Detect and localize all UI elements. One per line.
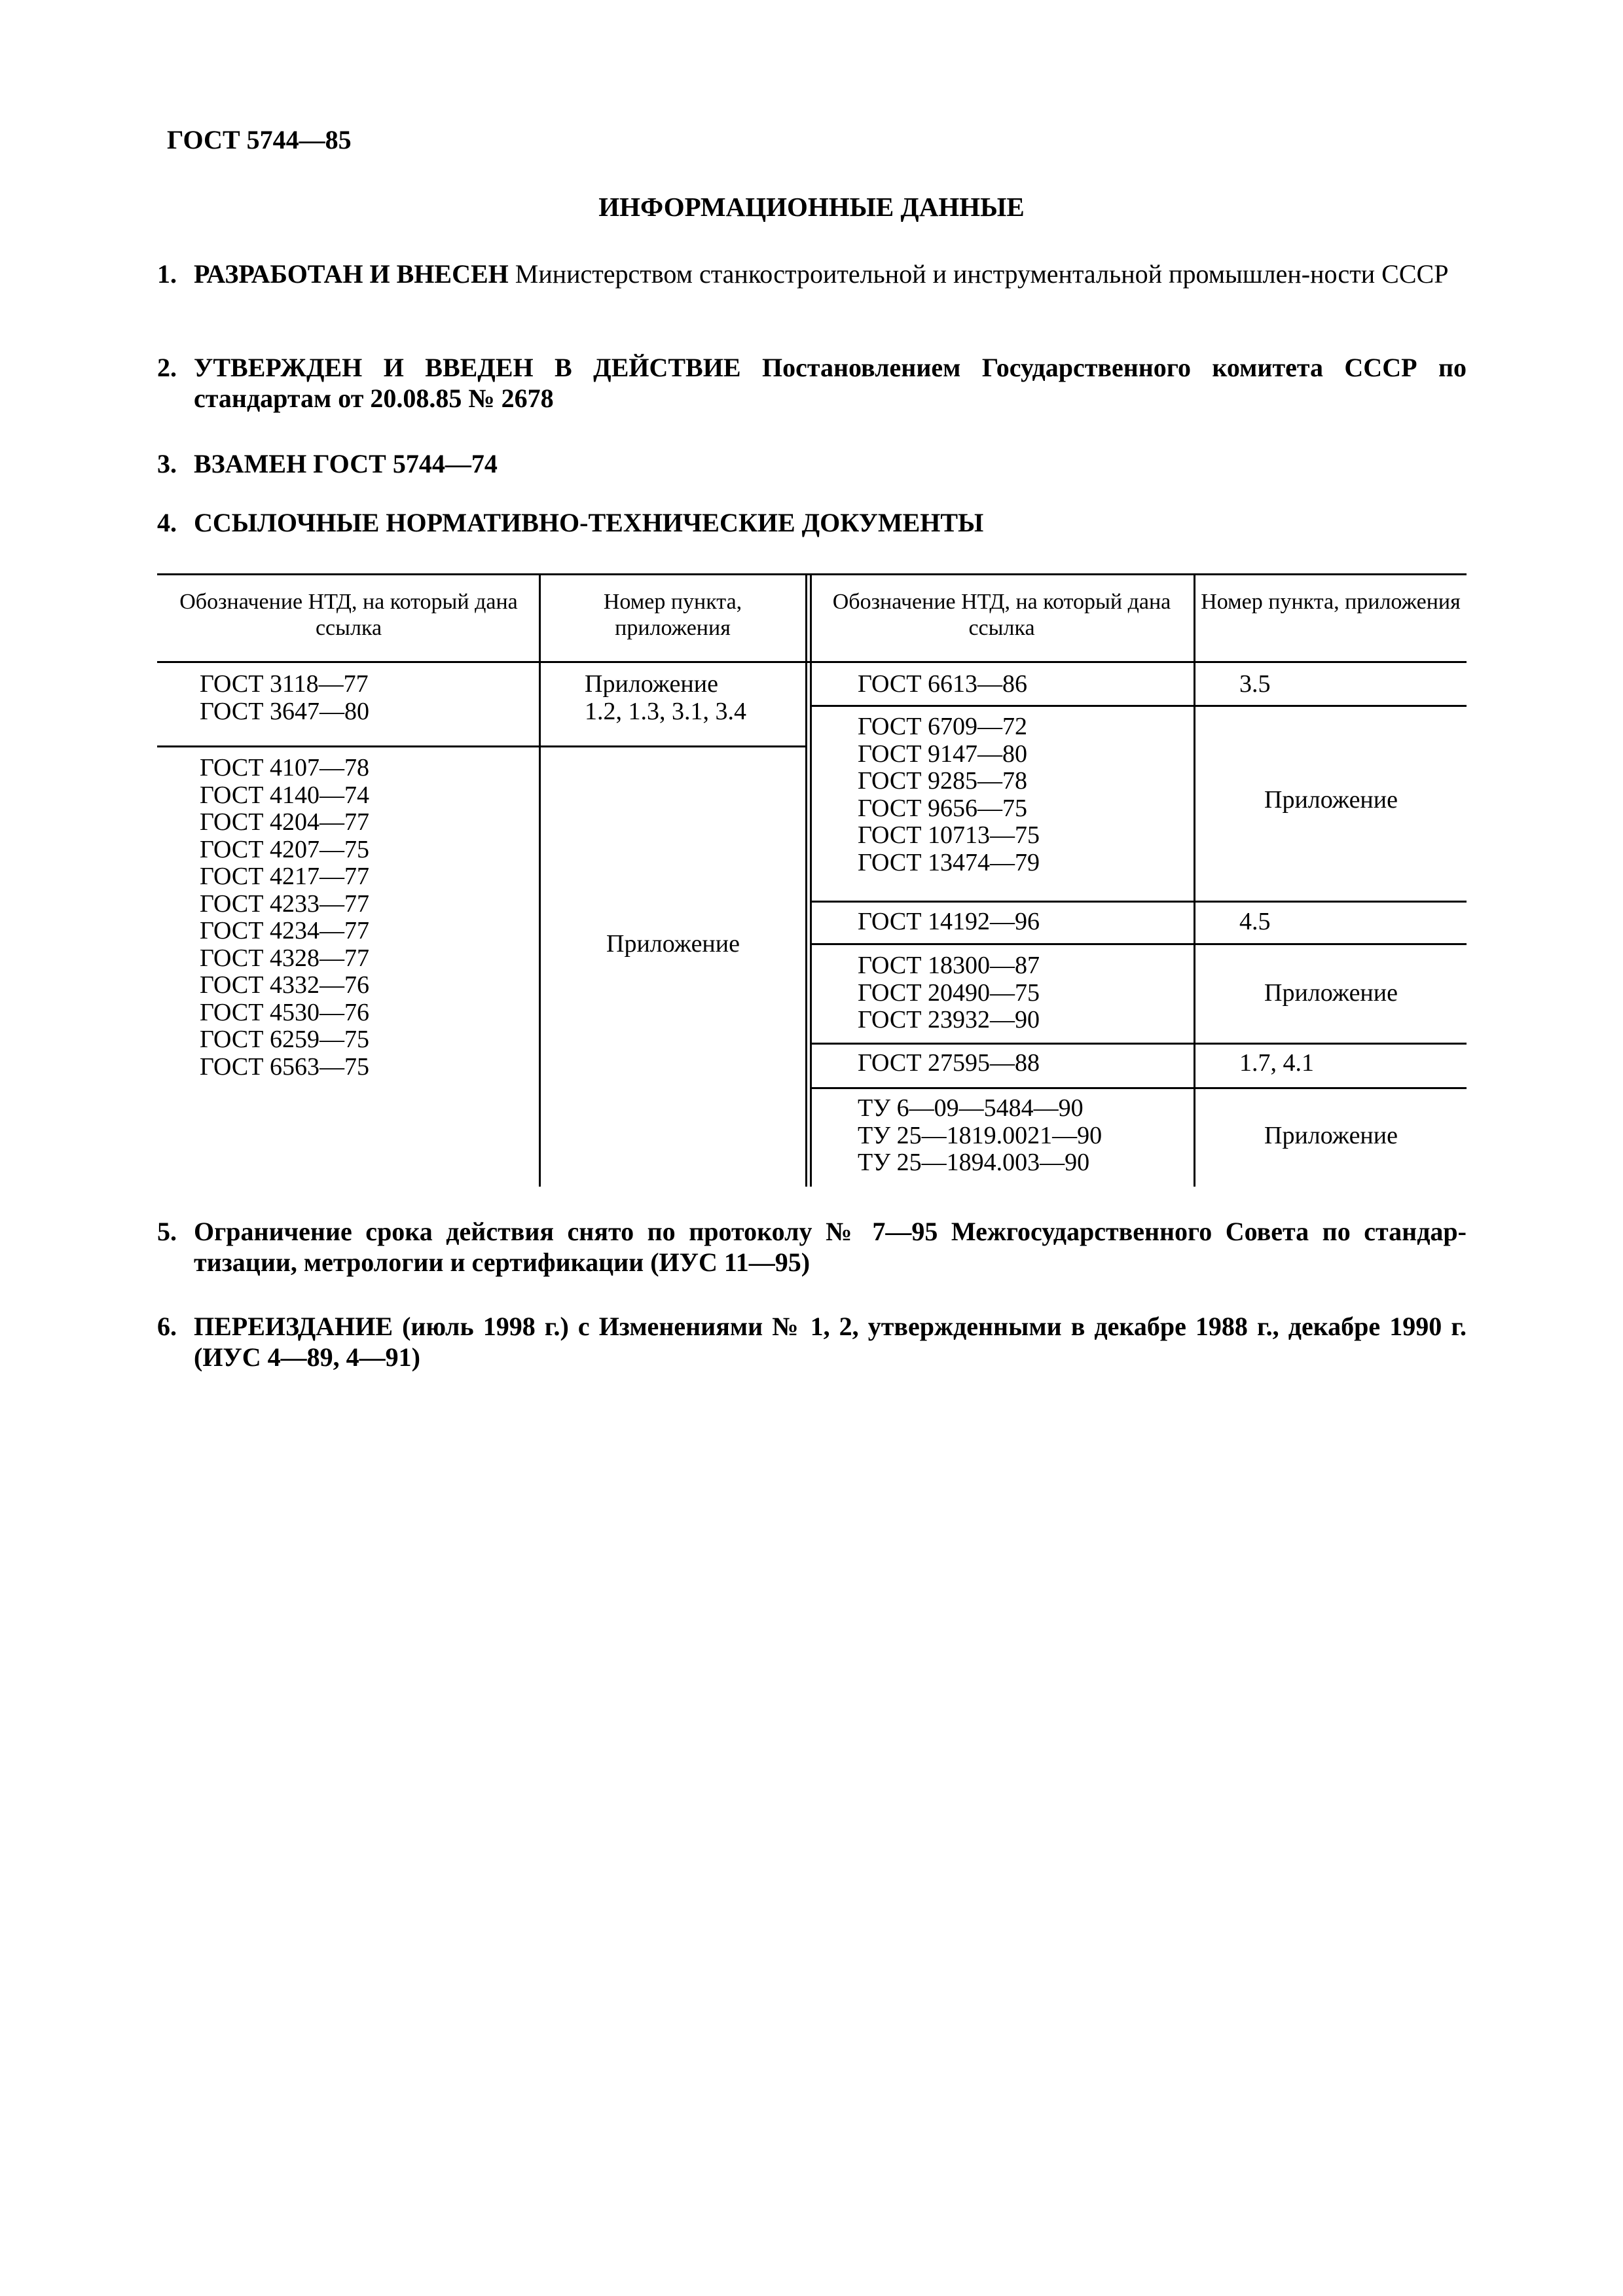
row-rule <box>812 943 1467 945</box>
table-cell: ГОСТ 20490—75 <box>858 978 1040 1007</box>
table-cell: ТУ 25—1894.003—90 <box>858 1149 1090 1176</box>
info-item-3 <box>157 448 1467 479</box>
column-divider <box>1194 573 1195 1187</box>
header-left-designation: Обозначение НТД, на который дана ссылка <box>179 590 518 640</box>
table-cell: ГОСТ 4233—77 <box>200 889 369 918</box>
table-cell: 1.7, 4.1 <box>1239 1049 1314 1077</box>
item-bold-text: ВЗАМЕН ГОСТ 5744—74 <box>194 449 498 478</box>
table-cell: ГОСТ 9285—78 <box>858 767 1027 795</box>
item-bold-text: РАЗРАБОТАН И ВНЕСЕН <box>194 259 509 289</box>
right-group-4-docs <box>858 952 1040 1034</box>
item-number: 5. <box>157 1217 177 1246</box>
table-cell: ГОСТ 13474—79 <box>858 848 1040 876</box>
table-cell: ГОСТ 4234—77 <box>200 917 369 944</box>
table-cell: ГОСТ 14192—96 <box>858 908 1040 935</box>
table-cell: ГОСТ 10713—75 <box>858 821 1040 849</box>
table-cell: ГОСТ 23932—90 <box>858 1006 1040 1033</box>
table-cell: ГОСТ 6613—86 <box>858 670 1027 698</box>
table-cell: Приложение <box>606 930 740 958</box>
table-cell: Приложение <box>585 670 718 698</box>
item-text: Постановлением Государственного комитета СССР по стандартам от 20.08.85 № 2678 <box>194 353 1467 413</box>
item-bold-text: Ограничение срока действия снято по протоколу № 7—95 Межгосударственного Совета по стандар-тизации, метрологии и сертификации (ИУС 11—95) <box>194 1217 1467 1277</box>
header-left-clause: Номер пункта, приложения <box>603 590 742 640</box>
table-cell: ГОСТ 4217—77 <box>200 863 369 890</box>
table-cell: ГОСТ 4332—76 <box>200 971 369 999</box>
item-bold-text: УТВЕРЖДЕН И ВВЕДЕН В ДЕЙСТВИЕ <box>194 353 741 382</box>
right-group-2-docs <box>858 713 1040 876</box>
right-group-4-ref <box>1195 980 1467 1007</box>
row-rule <box>812 705 1467 707</box>
row-rule <box>157 745 805 747</box>
table-cell: 3.5 <box>1239 670 1271 698</box>
right-group-5-docs <box>858 1050 1040 1077</box>
table-cell: ГОСТ 4140—74 <box>200 781 369 809</box>
table-cell: 1.2, 1.3, 3.1, 3.4 <box>585 697 746 725</box>
left-group-1-docs <box>200 671 369 725</box>
right-group-6-ref <box>1195 1122 1467 1150</box>
table-cell: ГОСТ 3647—80 <box>200 697 369 725</box>
item-number: 6. <box>157 1312 177 1341</box>
table-top-rule <box>157 573 1467 575</box>
table-cell: ГОСТ 4207—75 <box>200 835 369 863</box>
item-number: 2. <box>157 353 177 382</box>
column-divider <box>539 573 541 1187</box>
table-cell: ГОСТ 18300—87 <box>858 952 1040 979</box>
item-bold-text: ПЕРЕИЗДАНИЕ (июль 1998 г.) с Изменениями № 1, 2, утвержденными в декабре 1988 г., декабре 1990 г. (ИУС 4—89, 4—91) <box>194 1312 1467 1372</box>
info-item-2 <box>157 352 1467 414</box>
table-cell: ГОСТ 27595—88 <box>858 1049 1040 1077</box>
right-group-3-docs <box>858 908 1040 936</box>
right-group-5-ref <box>1239 1050 1314 1077</box>
table-cell: ГОСТ 4107—78 <box>200 754 369 781</box>
right-group-6-docs <box>858 1095 1102 1177</box>
header-bottom-rule <box>157 661 1467 663</box>
table-cell: Приложение <box>1264 979 1398 1007</box>
left-group-1-ref <box>585 671 746 725</box>
table-cell: ГОСТ 6563—75 <box>200 1052 369 1081</box>
info-item-1 <box>157 259 1467 289</box>
row-rule <box>812 1087 1467 1089</box>
info-item-5 <box>157 1216 1467 1278</box>
info-item-6 <box>157 1311 1467 1372</box>
table-cell: ТУ 25—1819.0021—90 <box>858 1121 1103 1149</box>
right-group-3-ref <box>1239 908 1271 936</box>
left-group-2-ref <box>541 931 805 958</box>
table-cell: Приложение <box>1264 1122 1398 1149</box>
table-cell: ГОСТ 6709—72 <box>858 713 1027 740</box>
item-number: 1. <box>157 259 177 289</box>
section-title: ИНФОРМАЦИОННЫЕ ДАННЫЕ <box>598 192 1025 222</box>
info-item-4 <box>157 507 1467 538</box>
table-cell: ГОСТ 4328—77 <box>200 944 369 972</box>
table-cell: ГОСТ 4530—76 <box>200 998 369 1026</box>
item-number: 4. <box>157 508 177 537</box>
document-number: ГОСТ 5744—85 <box>167 125 352 154</box>
item-text: Министерством станкостроительной и инструментальной промышлен-ности СССР <box>508 259 1449 289</box>
right-group-1-ref <box>1239 671 1271 698</box>
item-number: 3. <box>157 449 177 478</box>
header-right-clause: Номер пункта, приложения <box>1201 590 1461 614</box>
table-cell: ТУ 6—09—5484—90 <box>858 1094 1084 1122</box>
table-cell: 4.5 <box>1239 908 1271 935</box>
table-cell: ГОСТ 4204—77 <box>200 808 369 836</box>
table-cell: ГОСТ 9656—75 <box>858 794 1027 822</box>
right-group-1-docs <box>858 671 1027 698</box>
header-right-designation: Обозначение НТД, на который дана ссылка <box>832 590 1171 640</box>
row-rule <box>812 901 1467 903</box>
center-double-divider <box>805 573 812 1187</box>
table-cell: ГОСТ 9147—80 <box>858 740 1027 768</box>
left-group-2-docs <box>200 755 369 1081</box>
right-group-2-ref <box>1195 787 1467 814</box>
row-rule <box>812 1043 1467 1045</box>
table-cell: ГОСТ 3118—77 <box>200 670 369 698</box>
item-bold-text: ССЫЛОЧНЫЕ НОРМАТИВНО-ТЕХНИЧЕСКИЕ ДОКУМЕНТЫ <box>194 508 984 537</box>
table-cell: Приложение <box>1264 786 1398 814</box>
table-cell: ГОСТ 6259—75 <box>200 1026 369 1053</box>
